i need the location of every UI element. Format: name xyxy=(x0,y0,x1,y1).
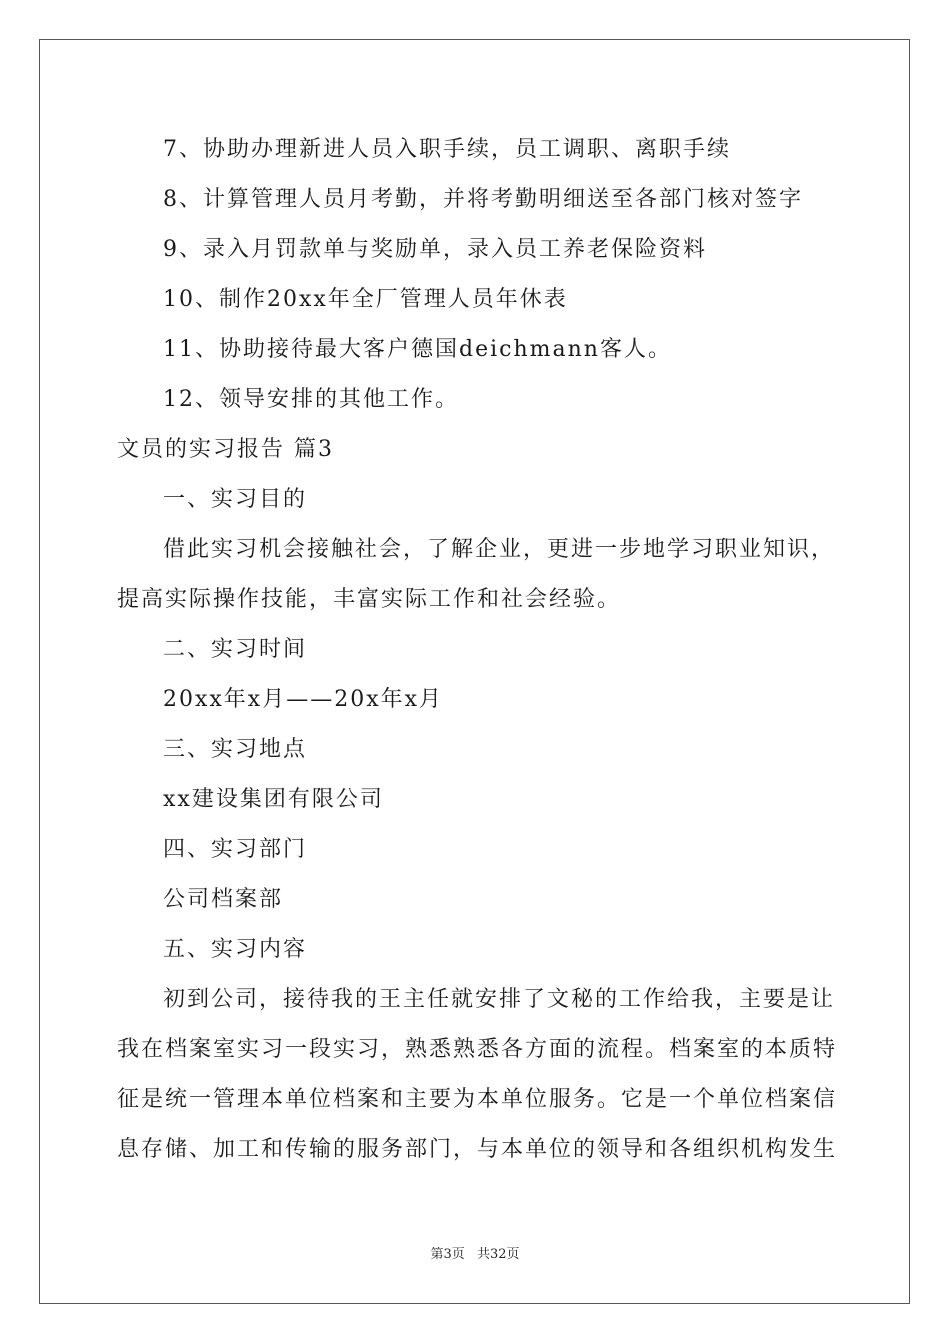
text-line: xx建设集团有限公司 xyxy=(163,787,384,812)
text-line: 10、制作20xx年全厂管理人员年休表 xyxy=(163,287,568,312)
section-heading: 文员的实习报告 篇3 xyxy=(117,437,334,462)
text-line: 征是统一管理本单位档案和主要为本单位服务。它是一个单位档案信 xyxy=(117,1087,838,1112)
text-line: 一、实习目的 xyxy=(163,487,308,512)
page-footer xyxy=(0,1246,950,1264)
text-line: 借此实习机会接触社会，了解企业，更进一步地学习职业知识， xyxy=(163,537,836,562)
page-border xyxy=(39,39,910,1304)
text-line: 12、领导安排的其他工作。 xyxy=(163,387,459,412)
text-line: 7、协助办理新进人员入职手续，员工调职、离职手续 xyxy=(163,137,731,162)
text-line: 公司档案部 xyxy=(163,887,284,912)
page-number: 第3页 xyxy=(430,1247,465,1262)
text-line: 息存储、加工和传输的服务部门，与本单位的领导和各组织机构发生 xyxy=(117,1137,838,1162)
text-line: 9、录入月罚款单与奖励单，录入员工养老保险资料 xyxy=(163,237,707,262)
text-line: 五、实习内容 xyxy=(163,937,308,962)
text-line: 20xx年x月——20x年x月 xyxy=(163,687,444,712)
text-line: 初到公司，接待我的王主任就安排了文秘的工作给我，主要是让 xyxy=(163,987,836,1012)
text-line: 四、实习部门 xyxy=(163,837,308,862)
text-line: 我在档案室实习一段实习，熟悉熟悉各方面的流程。档案室的本质特 xyxy=(117,1037,838,1062)
text-line: 11、协助接待最大客户德国deichmann客人。 xyxy=(163,337,672,362)
text-line: 三、实习地点 xyxy=(163,737,308,762)
page-total: 共32页 xyxy=(476,1247,520,1262)
text-line: 提高实际操作技能，丰富实际工作和社会经验。 xyxy=(117,587,622,612)
text-line: 二、实习时间 xyxy=(163,637,308,662)
text-line: 8、计算管理人员月考勤，并将考勤明细送至各部门核对签字 xyxy=(163,187,803,212)
